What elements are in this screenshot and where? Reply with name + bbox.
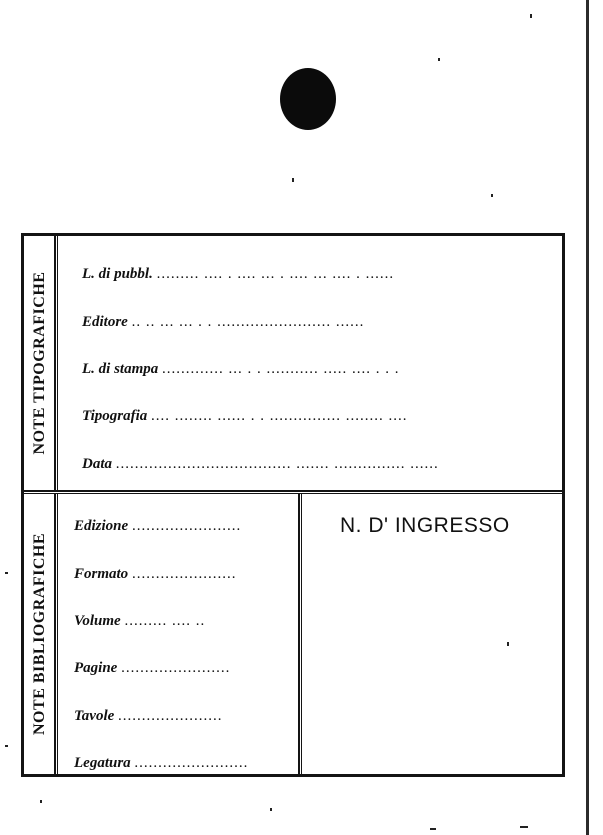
punch-hole bbox=[280, 68, 336, 130]
field-pagine bbox=[74, 660, 230, 677]
field-edizione bbox=[74, 518, 241, 535]
speck bbox=[520, 826, 528, 828]
field-tavole bbox=[74, 708, 223, 725]
field-luogo-stampa bbox=[82, 361, 400, 378]
speck bbox=[491, 194, 493, 197]
field-label: Formato bbox=[74, 566, 129, 582]
field-label: L. di pubbl. bbox=[82, 266, 153, 282]
vertical-label-column bbox=[24, 494, 58, 774]
speck bbox=[530, 14, 532, 18]
field-legatura bbox=[74, 755, 248, 772]
dotted-line: ......... .... . .... ... . .... ... .... . ...... bbox=[156, 266, 395, 282]
dotted-line: ........................ bbox=[134, 755, 249, 771]
column-rule bbox=[54, 236, 58, 490]
paper-right-edge bbox=[586, 0, 589, 835]
dotted-line: ..................................... ....... ............... ...... bbox=[115, 456, 439, 472]
dotted-line: ......... .... .. bbox=[124, 613, 206, 629]
field-formato bbox=[74, 566, 236, 583]
dotted-line: ....................... bbox=[131, 518, 242, 534]
column-rule bbox=[298, 494, 302, 774]
field-label: Editore bbox=[82, 314, 128, 330]
dotted-line: ...................... bbox=[131, 566, 237, 582]
field-label: Data bbox=[82, 456, 112, 472]
vertical-label-bibliografiche: NOTE BIBLIOGRAFICHE bbox=[31, 533, 48, 735]
speck bbox=[5, 745, 8, 747]
field-editore bbox=[82, 314, 364, 331]
field-data bbox=[82, 456, 439, 473]
field-label: Edizione bbox=[74, 518, 129, 534]
speck bbox=[430, 828, 436, 830]
speck bbox=[40, 800, 42, 803]
catalog-card bbox=[21, 233, 565, 777]
field-label: Pagine bbox=[74, 660, 118, 676]
vertical-label-tipografiche: NOTE TIPOGRAFICHE bbox=[31, 271, 48, 455]
dotted-line: ............. ... . . ........... ..... .... . . . bbox=[162, 361, 400, 377]
dotted-line: .. .. ... ... . . ........................ ...... bbox=[131, 314, 365, 330]
speck bbox=[270, 808, 272, 811]
dotted-line: ....................... bbox=[121, 660, 231, 676]
ingresso-title: N. D' INGRESSO bbox=[340, 514, 510, 537]
field-luogo-pubblicazione bbox=[82, 266, 394, 283]
ingresso-box bbox=[298, 494, 562, 774]
field-label: Tavole bbox=[74, 708, 115, 724]
field-label: Tipografia bbox=[82, 408, 148, 424]
field-volume bbox=[74, 613, 205, 630]
speck bbox=[292, 178, 294, 182]
vertical-label-column bbox=[24, 236, 58, 490]
column-rule bbox=[54, 494, 58, 774]
speck bbox=[5, 572, 8, 574]
field-label: Volume bbox=[74, 613, 121, 629]
section-note-tipografiche bbox=[24, 236, 562, 490]
section-note-bibliografiche bbox=[24, 494, 562, 774]
speck bbox=[438, 58, 440, 61]
field-label: Legatura bbox=[74, 755, 131, 771]
field-label: L. di stampa bbox=[82, 361, 159, 377]
dotted-line: ...................... bbox=[118, 708, 223, 724]
dotted-line: .... ........ ...... . . ............... ........ .... bbox=[151, 408, 408, 424]
field-tipografia bbox=[82, 408, 408, 425]
